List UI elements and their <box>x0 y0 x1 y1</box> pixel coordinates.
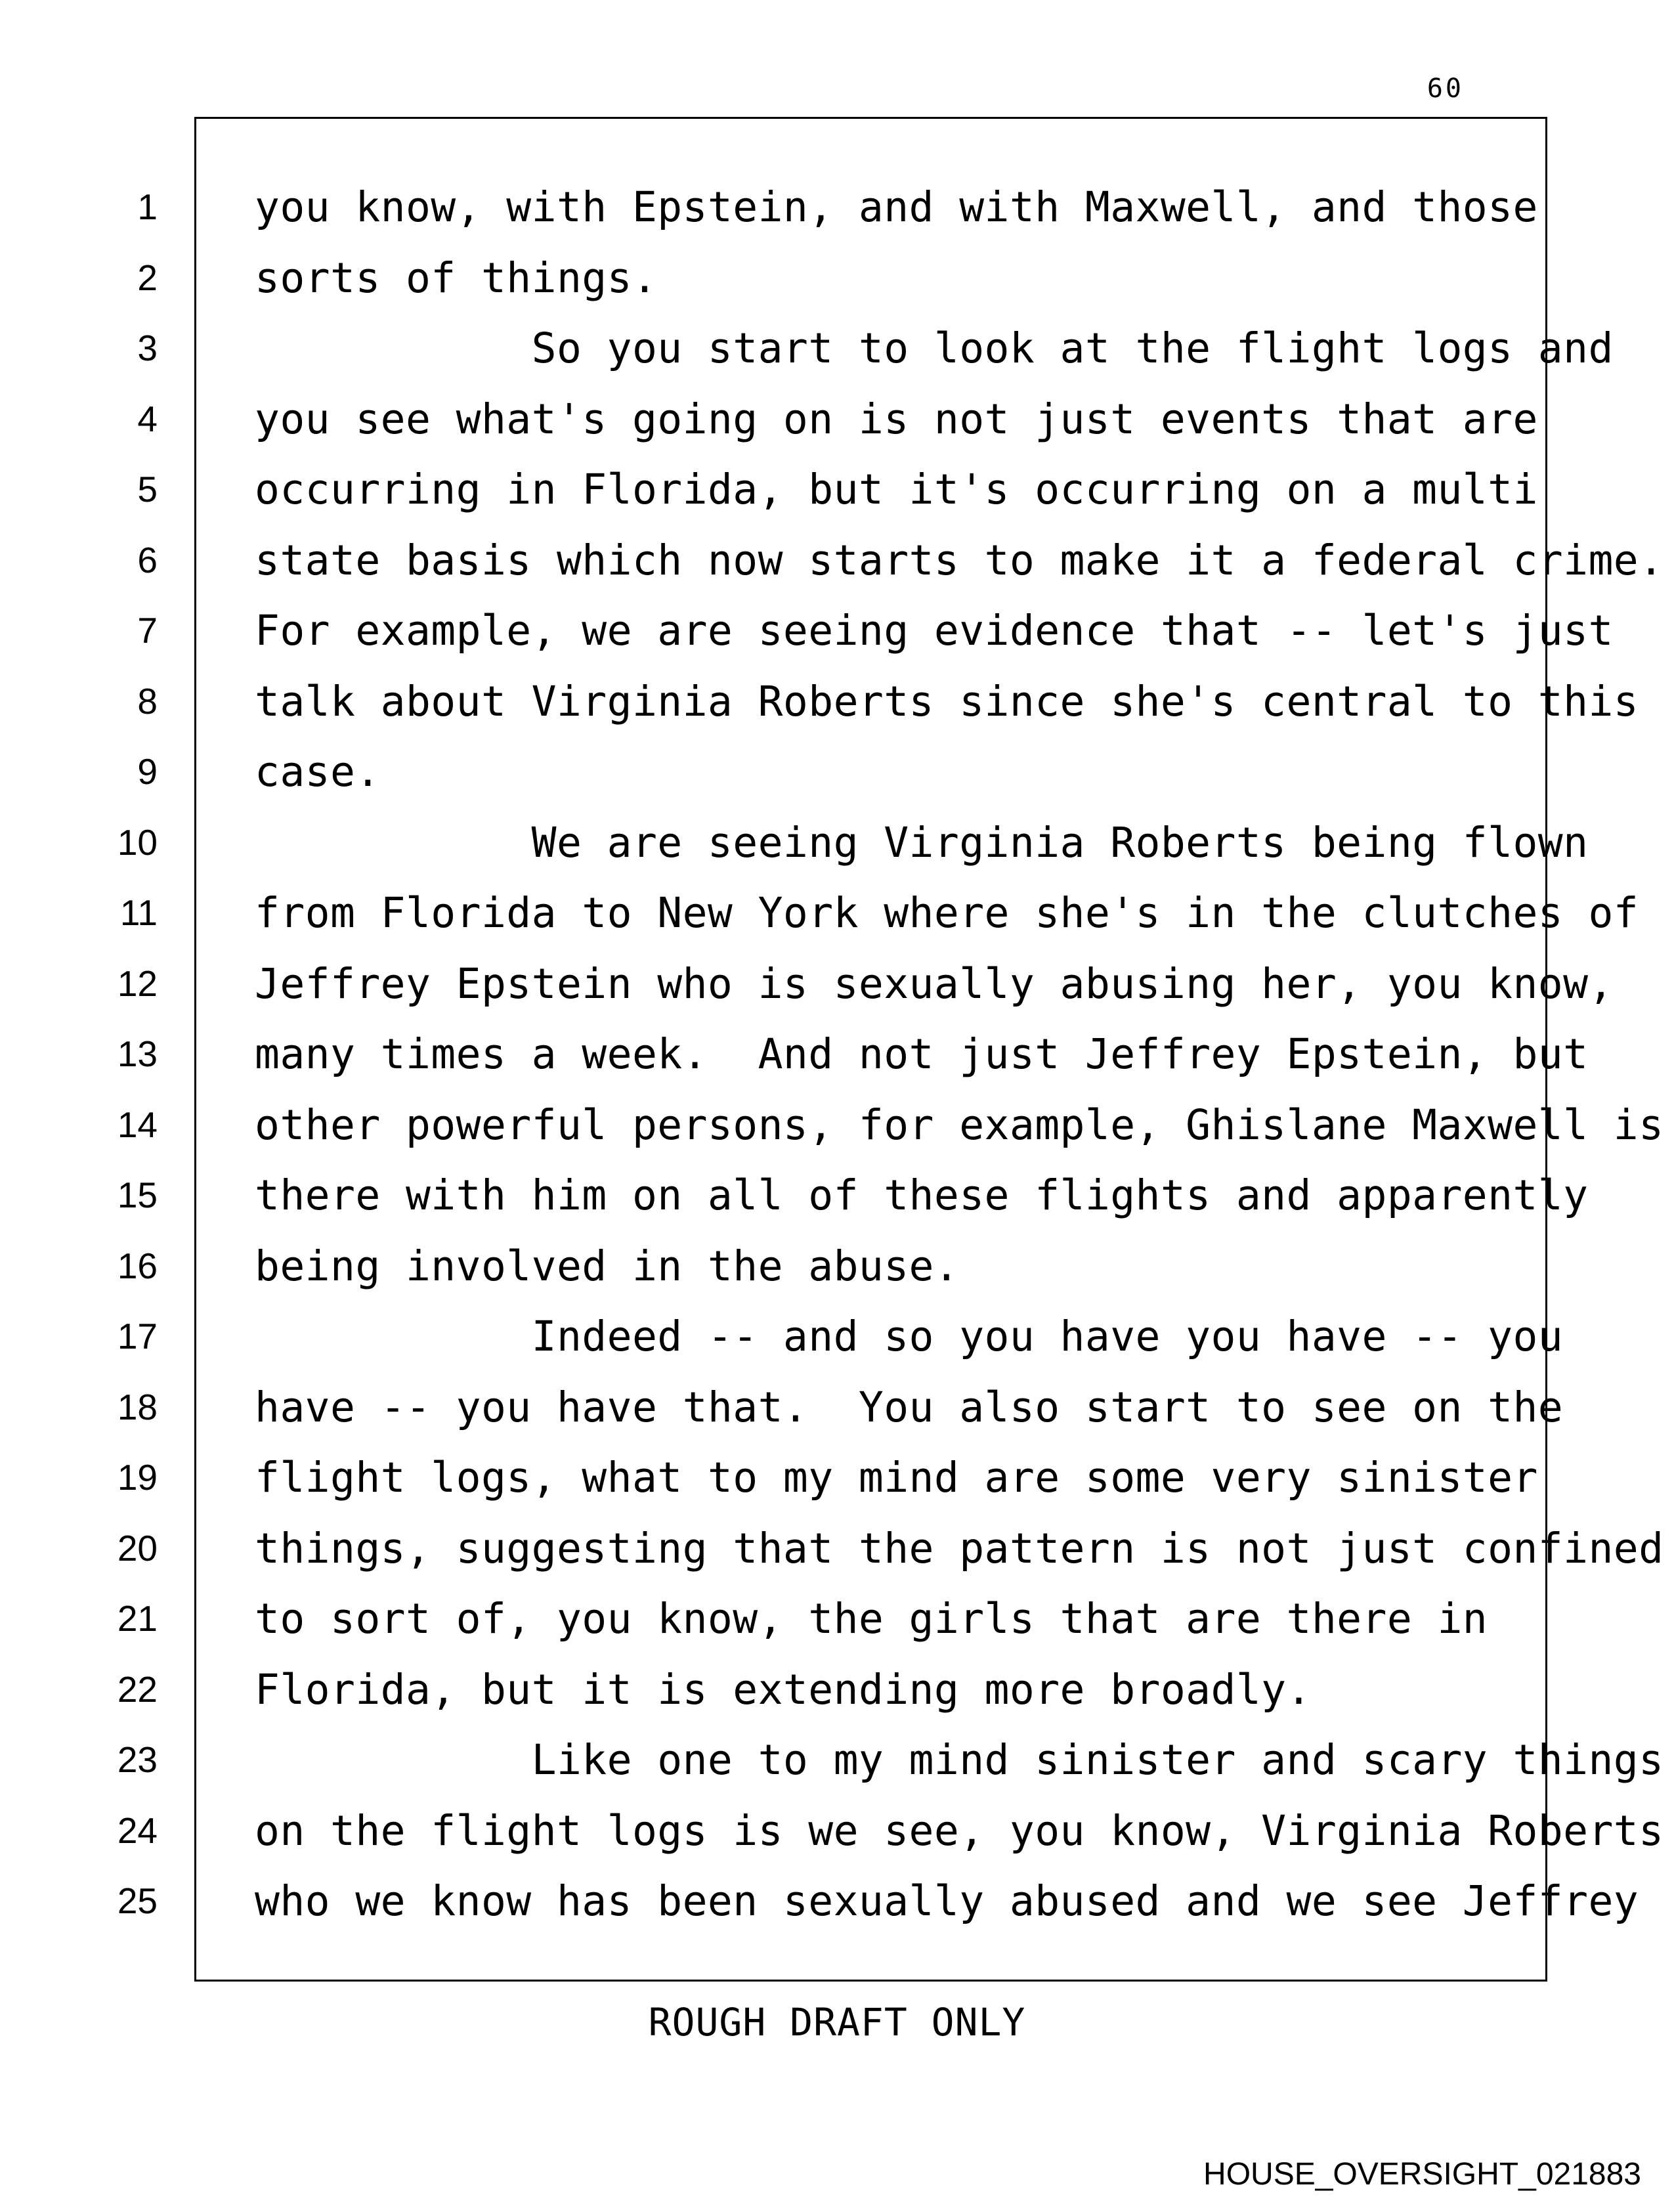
line-number: 12 <box>117 963 158 1004</box>
line-text: many times a week. And not just Jeffrey Epstein, but <box>255 1030 1589 1078</box>
line-number: 9 <box>137 751 158 792</box>
line-text: have -- you have that. You also start to see on the <box>255 1383 1564 1431</box>
line-text: you see what's going on is not just events that are <box>255 395 1538 443</box>
line-number: 20 <box>117 1527 158 1569</box>
line-number: 22 <box>117 1668 158 1710</box>
transcript-line <box>0 1090 1674 1161</box>
transcript-line <box>0 1513 1674 1584</box>
line-number: 16 <box>117 1245 158 1286</box>
transcript-line <box>0 243 1674 314</box>
line-number: 14 <box>117 1104 158 1145</box>
line-text: Florida, but it is extending more broadly. <box>255 1665 1312 1714</box>
line-number: 18 <box>117 1386 158 1427</box>
transcript-line <box>0 1725 1674 1796</box>
transcript-line <box>0 313 1674 384</box>
line-text: things, suggesting that the pattern is not just confined <box>255 1524 1664 1572</box>
line-number: 7 <box>137 610 158 651</box>
line-number: 10 <box>117 821 158 863</box>
transcript-line <box>0 1655 1674 1725</box>
line-text: you know, with Epstein, and with Maxwell, and those <box>255 183 1538 231</box>
line-number: 8 <box>137 680 158 722</box>
line-text: who we know has been sexually abused and we see Jeffrey <box>255 1877 1639 1925</box>
line-text: sorts of things. <box>255 253 658 302</box>
line-text: there with him on all of these flights and apparently <box>255 1171 1589 1219</box>
transcript-line <box>0 454 1674 525</box>
line-number: 11 <box>119 892 158 933</box>
transcript-line <box>0 1584 1674 1655</box>
transcript-line <box>0 1231 1674 1302</box>
line-text: other powerful persons, for example, Ghislane Maxwell is <box>255 1100 1664 1149</box>
transcript-line <box>0 1372 1674 1443</box>
transcript-line <box>0 1301 1674 1372</box>
line-text: Jeffrey Epstein who is sexually abusing her, you know, <box>255 959 1614 1008</box>
transcript-line <box>0 949 1674 1020</box>
line-number: 15 <box>117 1175 158 1215</box>
line-text: For example, we are seeing evidence that -- let's just <box>255 607 1614 655</box>
line-text: talk about Virginia Roberts since she's central to this <box>255 677 1639 726</box>
line-number: 6 <box>137 539 158 580</box>
line-text: We are seeing Virginia Roberts being flown <box>255 818 1589 867</box>
line-number: 21 <box>117 1598 158 1639</box>
line-text: So you start to look at the flight logs and <box>255 324 1614 372</box>
transcript-line <box>0 666 1674 737</box>
transcript-line <box>0 808 1674 878</box>
transcript-line <box>0 525 1674 596</box>
line-number: 2 <box>137 257 158 298</box>
line-text: case. <box>255 748 381 796</box>
transcript-line <box>0 878 1674 949</box>
line-number: 1 <box>137 186 158 227</box>
line-text: on the flight logs is we see, you know, Virginia Roberts <box>255 1806 1664 1855</box>
line-number: 25 <box>117 1880 158 1921</box>
line-text: Indeed -- and so you have you have -- you <box>255 1312 1564 1360</box>
line-number: 17 <box>117 1316 158 1356</box>
line-number: 5 <box>137 469 158 510</box>
line-text: state basis which now starts to make it a federal crime. <box>255 536 1664 584</box>
transcript-lines <box>0 172 1674 1937</box>
transcript-line <box>0 1160 1674 1231</box>
line-text: flight logs, what to my mind are some very sinister <box>255 1454 1538 1502</box>
bates-number: HOUSE_OVERSIGHT_021883 <box>1203 2157 1641 2192</box>
line-text: being involved in the abuse. <box>255 1242 960 1290</box>
page-number: 60 <box>1427 74 1464 104</box>
line-text: from Florida to New York where she's in the clutches of <box>255 889 1639 937</box>
line-number: 23 <box>117 1739 158 1780</box>
line-text: occurring in Florida, but it's occurring on a multi <box>255 466 1538 513</box>
line-number: 24 <box>117 1810 158 1851</box>
line-number: 13 <box>117 1033 158 1074</box>
transcript-line <box>0 1796 1674 1867</box>
line-text: Like one to my mind sinister and scary things <box>255 1736 1664 1784</box>
line-number: 4 <box>137 398 158 439</box>
transcript-line <box>0 1442 1674 1513</box>
line-number: 19 <box>117 1457 158 1498</box>
transcript-line <box>0 737 1674 808</box>
line-text: to sort of, you know, the girls that are there in <box>255 1595 1488 1643</box>
rough-draft-footer: ROUGH DRAFT ONLY <box>648 2000 1026 2045</box>
transcript-line <box>0 596 1674 666</box>
transcript-line <box>0 384 1674 455</box>
line-number: 3 <box>137 328 158 368</box>
transcript-line <box>0 1866 1674 1937</box>
transcript-line <box>0 1019 1674 1090</box>
transcript-line <box>0 172 1674 243</box>
